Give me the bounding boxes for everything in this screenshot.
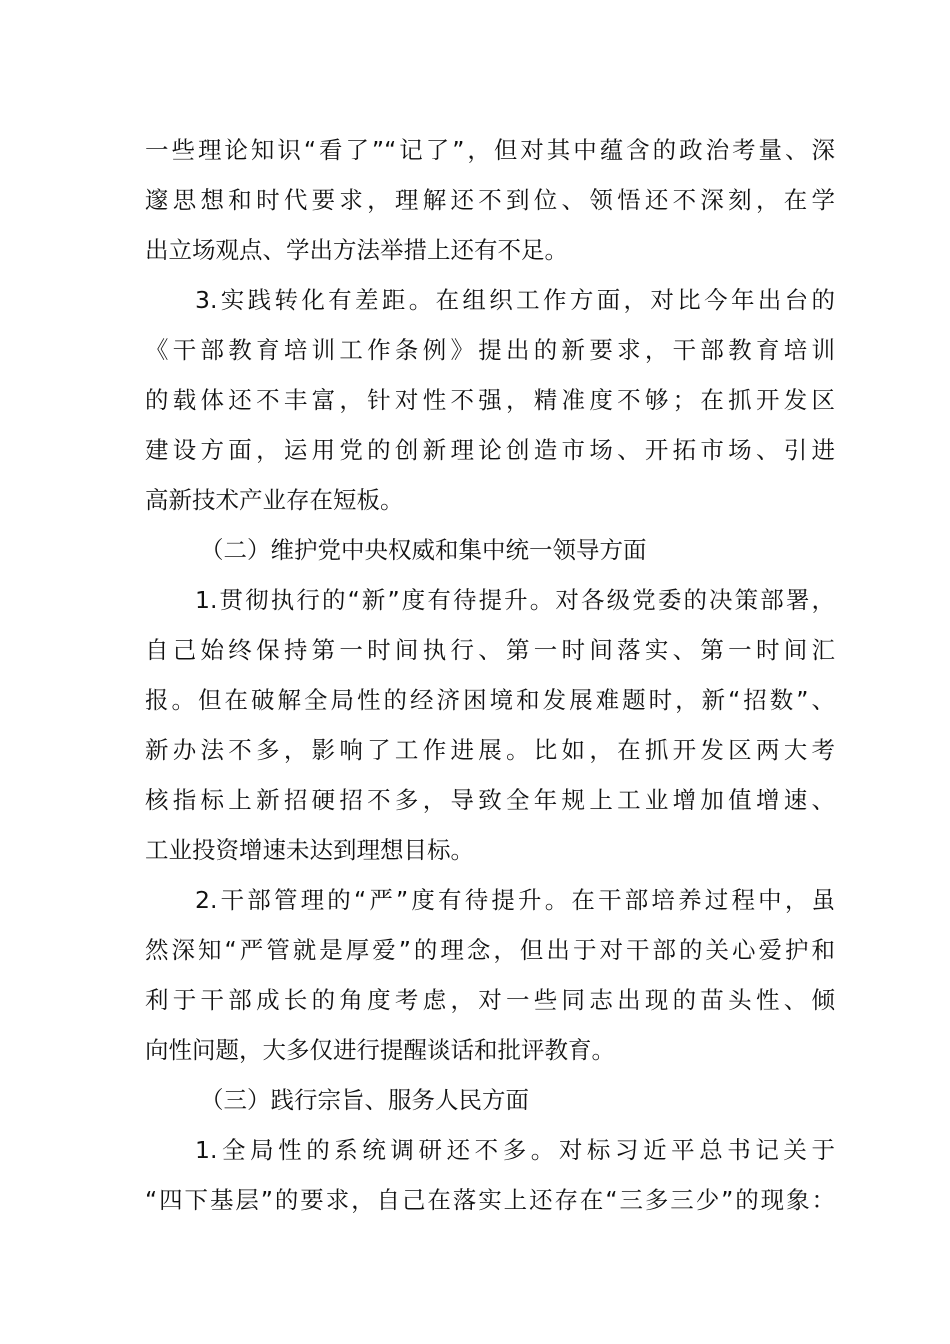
body-text-line: 工业投资增速未达到理想目标。 xyxy=(145,836,474,864)
body-text-line: 报。但在破解全局性的经济困境和发展难题时，新“招数”、 xyxy=(145,686,835,714)
body-text-line: 利于干部成长的角度考虑，对一些同志出现的苗头性、倾 xyxy=(145,986,835,1014)
body-text-line: 自己始终保持第一时间执行、第一时间落实、第一时间汇 xyxy=(145,636,835,664)
body-text-line: 出立场观点、学出方法举措上还有不足。 xyxy=(145,236,568,264)
numbered-item-title: 1.全局性的系统调研还不多。对标习近平总书记关于 xyxy=(195,1136,835,1164)
section-heading: （三）践行宗旨、服务人民方面 xyxy=(200,1086,529,1114)
body-text-line: 建设方面，运用党的创新理论创造市场、开拓市场、引进 xyxy=(145,436,835,464)
body-text-line: 然深知“严管就是厚爱”的理念，但出于对干部的关心爱护和 xyxy=(145,936,835,964)
body-text-line: 《干部教育培训工作条例》提出的新要求，干部教育培训 xyxy=(145,336,835,364)
body-text-line: 的载体还不丰富，针对性不强，精准度不够；在抓开发区 xyxy=(145,386,835,414)
body-text-line: 核指标上新招硬招不多，导致全年规上工业增加值增速、 xyxy=(145,786,835,814)
body-text-line: 向性问题，大多仅进行提醒谈话和批评教育。 xyxy=(145,1036,615,1064)
numbered-item-title: 2.干部管理的“严”度有待提升。在干部培养过程中，虽 xyxy=(195,886,835,914)
numbered-item-title: 1.贯彻执行的“新”度有待提升。对各级党委的决策部署， xyxy=(195,586,835,614)
body-text-line: 高新技术产业存在短板。 xyxy=(145,486,404,514)
body-text-line: 邃思想和时代要求，理解还不到位、领悟还不深刻，在学 xyxy=(145,186,835,214)
body-text-line: 一些理论知识“看了”“记了”，但对其中蕴含的政治考量、深 xyxy=(145,136,835,164)
numbered-item-title: 3.实践转化有差距。在组织工作方面，对比今年出台的 xyxy=(195,286,835,314)
body-text-line: “四下基层”的要求，自己在落实上还存在“三多三少”的现象： xyxy=(145,1186,835,1214)
section-heading: （二）维护党中央权威和集中统一领导方面 xyxy=(200,536,647,564)
body-text-line: 新办法不多，影响了工作进展。比如，在抓开发区两大考 xyxy=(145,736,835,764)
